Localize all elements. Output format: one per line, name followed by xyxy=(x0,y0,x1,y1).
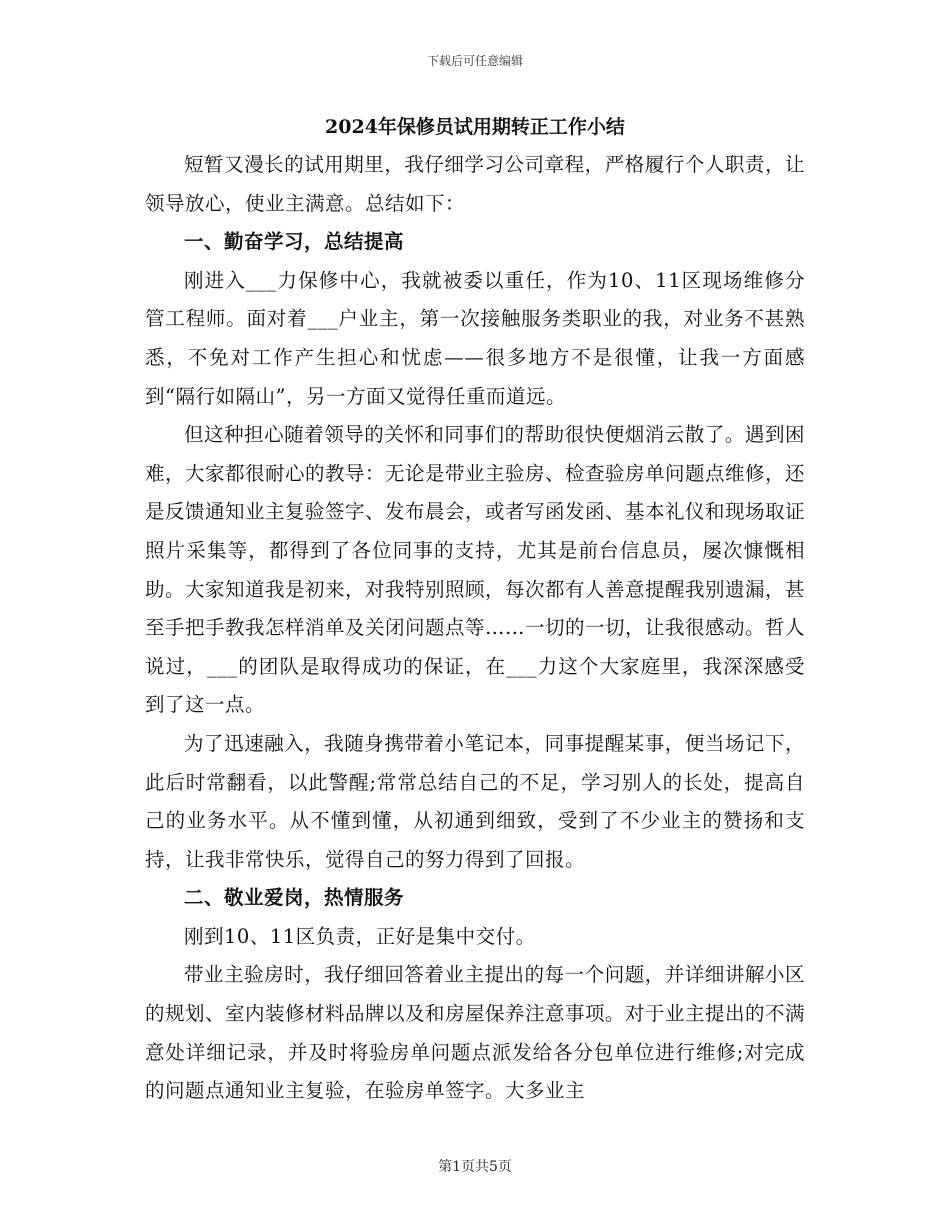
page-number-footer: 第1页共5页 xyxy=(438,1159,512,1175)
section-heading-1: 一、勤奋学习，总结提高 xyxy=(184,230,405,254)
document-body xyxy=(145,146,805,1111)
paragraph-intro: 短暂又漫长的试用期里，我仔细学习公司章程，严格履行个人职责，让领导放心，使业主满意。总结如下： xyxy=(145,153,805,215)
page-header-note: 下载后可任意编辑 xyxy=(426,54,523,68)
paragraph: 刚进入___力保修中心，我就被委以重任，作为10、11区现场维修分管工程师。面对着___户业主，第一次接触服务类职业的我，对业务不甚熟悉，不免对工作产生担心和忧虑——很多地方不是很懂，让我一方面感到“隔行如隔山”，另一方面又觉得任重而道远。 xyxy=(145,268,805,408)
section-heading-2: 二、敬业爱岗，热情服务 xyxy=(184,886,405,910)
document-title: 2024年保修员试用期转正工作小结 xyxy=(325,116,625,138)
paragraph: 但这种担心随着领导的关怀和同事们的帮助很快便烟消云散了。遇到困难，大家都很耐心的教导：无论是带业主验房、检查验房单问题点维修，还是反馈通知业主复验签字、发布晨会，或者写函发函、基本礼仪和现场取证照片采集等，都得到了各位同事的支持，尤其是前台信息员，屡次慷慨相助。大家知道我是初来，对我特别照顾，每次都有人善意提醒我别遗漏，甚至手把手教我怎样消单及关闭问题点等……一切的一切，让我很感动。哲人说过，___的团队是取得成功的保证，在___力这个大家庭里，我深深感受到了这一点。 xyxy=(145,423,806,717)
paragraph: 刚到10、11区负责，正好是集中交付。 xyxy=(184,924,536,948)
paragraph: 为了迅速融入，我随身携带着小笔记本，同事提醒某事，便当场记下，此后时常翻看，以此警醒;常常总结自己的不足，学习别人的长处，提高自己的业务水平。从不懂到懂，从初通到细致，受到了不少业主的赞扬和支持，让我非常快乐，觉得自己的努力得到了回报。 xyxy=(145,731,805,871)
paragraph: 带业主验房时，我仔细回答着业主提出的每一个问题，并详细讲解小区的规划、室内装修材料品牌以及和房屋保养注意事项。对于业主提出的不满意处详细记录，并及时将验房单问题点派发给各分包单位进行维修;对完成的问题点通知业主复验，在验房单签字。大多业主 xyxy=(145,963,806,1103)
